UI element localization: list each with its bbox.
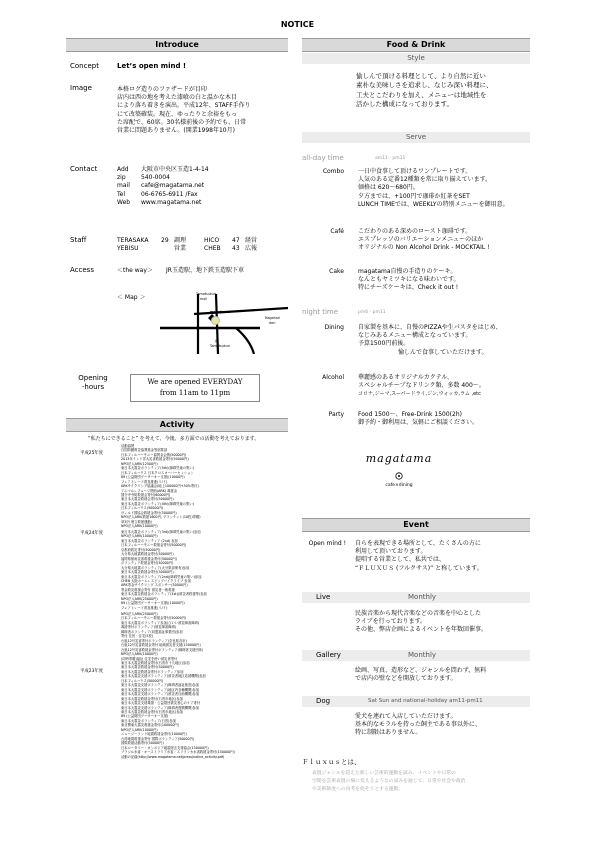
dog-label: Dog bbox=[316, 697, 331, 705]
activity-record-link[interactable]: 活動の記録(http://www.magatama.net/press/notice_activity.pdf) bbox=[121, 754, 225, 759]
activity-list-h23: NPO法人ARK(25000円) 日本フィルハーモニー救援金寄付(50000円) 東日本大震災ボランティア参加(ひいい被災障害障碍) 義援寄付ボランティア(被災障害障碍) 障碍者ボランティア(同盟福祉事業団)参加 寄付 住民・住宅(5枚) 台風12号災害寄付ボランティア(奈良県各市) 台風12号災害救援金寄付 地域被災者支援(150000円) 台風12号災害救援金寄付ボランティア(障碍者支援団体) NPO法人ARK(10000円) (同時寄贈)福祉 住宅を使い被災者寄付 東日本大震災救援金寄付(石巻市十九地区)参加 東日本大震災救援金寄付(50000円) 東日本大震災救援金寄付ボランティア参加 東日本大震災支援ボランティア(被災者地区応援機関)参加 日本フィルハウス(50000円) 東日本大震災支援ボランティア(障碍者福祉施設)参加 東日本大震災支援ボランティア(地区内各種機関)参加 東日本大震災支援ボランティア(被災者自助機関)参加 東日本大震災救援金寄付(石巻市地区)参加 東日本大震災支援義援・公益財団被災者心のケア寄付 東日本大震災支援ボランティア(障碍者復興機関)参加 東日本大震災救援金寄付(石巻市地区)参加 89 (公益財団ゲーサーオー支援) 東日本大震災ボランティア(石巻)参加 東北関東大震災救援金寄付(100000円) NPO法人ARK(10000円) ニュージーランド地震救援金寄付(10000円) 台湾地震救援金寄付 国際ボランティア(50000円) 国際救援活動寄付(50000円) 日本ロータリー・カンボジア地雷除去支援協会(150000円) ブラジル水害・オーストラリア水害・スリランカ水害救援金寄付(150000円) 活動の記録(http://www.magatama.net/press/notice_activity.pdf) bbox=[121, 612, 235, 759]
gallery-label: Gallery bbox=[316, 651, 341, 659]
dog-text: 愛犬を連れて入店していただけます。 基本的なモラルを持った飼主である事以外に、 特に制限はありません。 bbox=[355, 713, 481, 737]
live-frequency: Monthly bbox=[408, 593, 437, 601]
map-label-moll: moll bbox=[200, 297, 208, 301]
year-label-h25: 平成25年度 bbox=[80, 451, 104, 456]
map-label-dori: dori bbox=[269, 321, 276, 325]
email-link[interactable]: cafe@magatama.net bbox=[141, 182, 205, 190]
image-label: Image bbox=[70, 84, 92, 92]
web-link[interactable]: www.magatama.net bbox=[141, 198, 202, 206]
style-subheader: Style bbox=[302, 53, 530, 64]
serve-subheader: Serve bbox=[302, 132, 530, 143]
alcohol-label: Alcohol bbox=[322, 374, 344, 381]
dog-frequency: Sat Sun and national-holiday am11-pm11 bbox=[368, 698, 483, 704]
opening-label: Opening -hours bbox=[78, 374, 108, 391]
activity-list-h25: 活動協賛 自国防鍛救災協賛基金等部要請 日本フィルハーモニー協賛金会納(50000円) 2013年インド洋大災害救援金寄付(50000円) NPO法人ARK(12500円) 東日本大震災ボランティア(5th)(障碍児童の集い) 日本フィルハウス 日本クロスオーバーセッション 89 (公益財団ゲーサーオー支援)(10000円) フェアトレード普及推進(リ/イ) ARKサイクリング協議会(地上100000円+30%寄付) アニマルレフュージ関西(ARK) 義援金 国分寺寺防救援会寄付(60000円) 東日本大震災救援会寄付(50000円) 東日本大震災ボランティア(4th)(障碍児童の集い) 日本フィルハウス(50000円) ヴィルド国協会救援金寄付(30000円) NPO法人ARK(救援1600円, プランケット(10枚)寄贈) 草刈り埋立救援運動( NPO法人ARK(10000円) bbox=[121, 444, 201, 529]
map-label-tamatsukuri: Tamatsukuri bbox=[196, 292, 216, 296]
night-hours: pm6 - pm11 bbox=[358, 310, 386, 315]
map-pin-icon bbox=[211, 316, 220, 325]
map-label: ＜ Map ＞ bbox=[117, 294, 146, 301]
year-label-h23: 平成23年度 bbox=[80, 669, 104, 674]
openmind-text: 自らを表現できる場所として、たくさんの方に 利用して頂いております。 提唱する営業として、私共では、 “ＦＬＵＸＵＳ (フルクサス)” と称しています。 bbox=[355, 540, 483, 572]
allday-title: all-day time bbox=[302, 154, 344, 162]
staff-table: TERASAKA 29 調理 HICO 47 経営 YEBISU 営業 CHEB 43 広報 bbox=[117, 237, 258, 253]
live-bar bbox=[302, 592, 530, 603]
gallery-text: 絵画、写真、造形など、ジャンルを問わず、無料 で店内の壁などを開放しております。 bbox=[355, 667, 487, 683]
staff-label: Staff bbox=[70, 236, 87, 244]
cafe-text: こだわりのある深めのロースト珈琲です。 エスプレッソのバリエーションメニューのほか オリジナルの Non Alcohol Drink - MOCKTAIL ! bbox=[358, 228, 490, 252]
cafe-label: Café bbox=[330, 228, 344, 235]
opening-hours-box: We are opened EVERYDAY from 11am to 11pm bbox=[130, 374, 260, 402]
map-label-magatama: magatama bbox=[210, 310, 230, 314]
fluxus-title: Ｆｌｕｘｕｓとは、 bbox=[302, 758, 361, 766]
access-label: Access bbox=[70, 266, 94, 274]
dog-bar bbox=[302, 696, 530, 707]
image-description: 本格ログ造りのファザードが目印 店内は西の地を考えた漆喰の白と温かな木目 により落ち着きを演出。平成12年、STAFF手作り にて改築確装。現在、ゆったりと余裕をもっ た席配で、60席。30名様前後の予約でも、日常 営業に問題ありません。(開業1998年10月) bbox=[117, 86, 251, 135]
activity-header: Activity bbox=[66, 418, 288, 432]
year-label-h24: 平成24年度 bbox=[80, 531, 104, 536]
map-label-jr: JR bbox=[215, 339, 219, 343]
food-drink-header: Food & Drink bbox=[302, 38, 530, 52]
gallery-bar bbox=[302, 650, 530, 661]
access-way: ＜the way＞ bbox=[117, 267, 153, 274]
event-header: Event bbox=[302, 518, 530, 532]
introduce-header: Introduce bbox=[66, 38, 288, 52]
dining-text: 自家製を基本に、自慢のPIZZAや生パスタをはじめ、 なじみあるメニュー構成となっています。 予算1500円前後。 愉しんで食事していただけます。 bbox=[358, 324, 502, 356]
contact-block: Add 大阪市中央区玉造1-4-14 zip 540-0004 mail cafe@magatama.net Tel 06-6765-6911 /Fax Web www.magatama.net bbox=[117, 166, 209, 206]
style-text: 愉しんで頂ける料理として、より自然に近い 素朴な美味しさを追求し、なじみ深い料理に、 工夫とこだわりを加え、メニューは地域性を 活かした構成になっております。 bbox=[356, 72, 493, 109]
cake-text: magatama自慢の手造りのケーキ。 なんともヤミツキになる味わいです。 特にチーズケーキは、Check it out ! bbox=[358, 268, 460, 292]
concept-label: Concept bbox=[70, 62, 99, 70]
map-label-jr-station: Tamatsukuri bbox=[210, 344, 230, 348]
party-label: Party bbox=[328, 411, 344, 418]
cake-label: Cake bbox=[329, 268, 344, 275]
party-text: Food 1500～、Free-Drink 1500(2h) 御予約・御利用は、気軽にご相談ください。 bbox=[358, 411, 479, 427]
map-label-nagahori: Nagahori bbox=[265, 316, 280, 320]
live-label: Live bbox=[316, 593, 331, 601]
live-text: 民族音楽から現代音楽などの音楽を中心とした ライブを行っております。 その他、弊店企画によるイベントを年数回催事。 bbox=[355, 610, 488, 634]
alcohol-text: 華麗感のあるオリジナルカクテル、 スペシャルチープなドリンク類、多数 400～。 コロナ,ジーマ,スーパードライ,ジン,ウォッカ,ラム ,etc bbox=[358, 374, 485, 398]
allday-hours: am11 - pm11 bbox=[375, 156, 406, 161]
dining-label: Dining bbox=[324, 324, 344, 331]
map-road-horizontal-1 bbox=[194, 308, 288, 314]
combo-label: Combo bbox=[322, 168, 344, 175]
contact-label: Contact bbox=[70, 165, 98, 173]
fluxus-text: 表現ジャンルを超えた新しい芸術的運動を試み、イベントや日常の 空間を芸術表現の場に変えるようなの試みを通じて、日常や社会や政治 や美術制度への再考を促そうとする運動。 bbox=[312, 771, 466, 792]
map-road-curve bbox=[236, 328, 254, 354]
concept-text: Let’s open mind ! bbox=[117, 62, 187, 70]
activity-list-h24: 東日本大震災ボランティア(3rd)(障碍児童の集い)参加 NPO法人ARK(10000円) 東日本大震災ボランティア (2nd) 参加 日本フィルハーモニー救援金寄付(50000円) 京都府救災寄付(50000円) 大分県大地震救援金寄付(50000円) 福岡県豪雨災害救援金寄付(50000円) ボランティア救援金寄付(30000円) 大分県大地震ボランティア(大分県部保有)参加 東日本大震災救援金寄付(30000円) 東日本大震災ボランティア(2nd)(障碍児童の集い)参加 CHEB 大阪ホームレスビッグバイクライブ 参加 ARK寄金サイクリング スポンサー(50000円) 寄金救災救援会寄付 被災者一般救援 東日本大震災救援金ボランティア(1st)(被災者救援等)参加 NPO法人ARK(25000円) 89 (公益財団ゲーサーオー支援)(10000円) フェアトレード普及推進(リ/イ) bbox=[121, 530, 207, 610]
access-text: JR玉造駅、地下鉄玉造駅下車 bbox=[166, 267, 244, 274]
magatama-logo: magatama cafe×dining bbox=[365, 452, 433, 488]
openmind-label: Open mind ! bbox=[308, 540, 346, 547]
gallery-frequency: Monthly bbox=[408, 651, 437, 659]
night-title: night time bbox=[302, 308, 339, 316]
combo-text: 一日中食事して頂けるワンプレートです。 人気のある定番12種類を常に取り揃えています。 価格は 620～680円。 夕方までは、+100円で珈琲か紅茶をSET LUNCH TIMEでは、WEEKLYの特別メニューを御用意。 bbox=[358, 168, 509, 208]
page-title: NOTICE bbox=[280, 20, 315, 29]
magatama-logo-icon bbox=[394, 472, 404, 480]
activity-intro: “私たちにできること” を考えて、今後、多方面での活動を考えております。 bbox=[88, 436, 260, 442]
